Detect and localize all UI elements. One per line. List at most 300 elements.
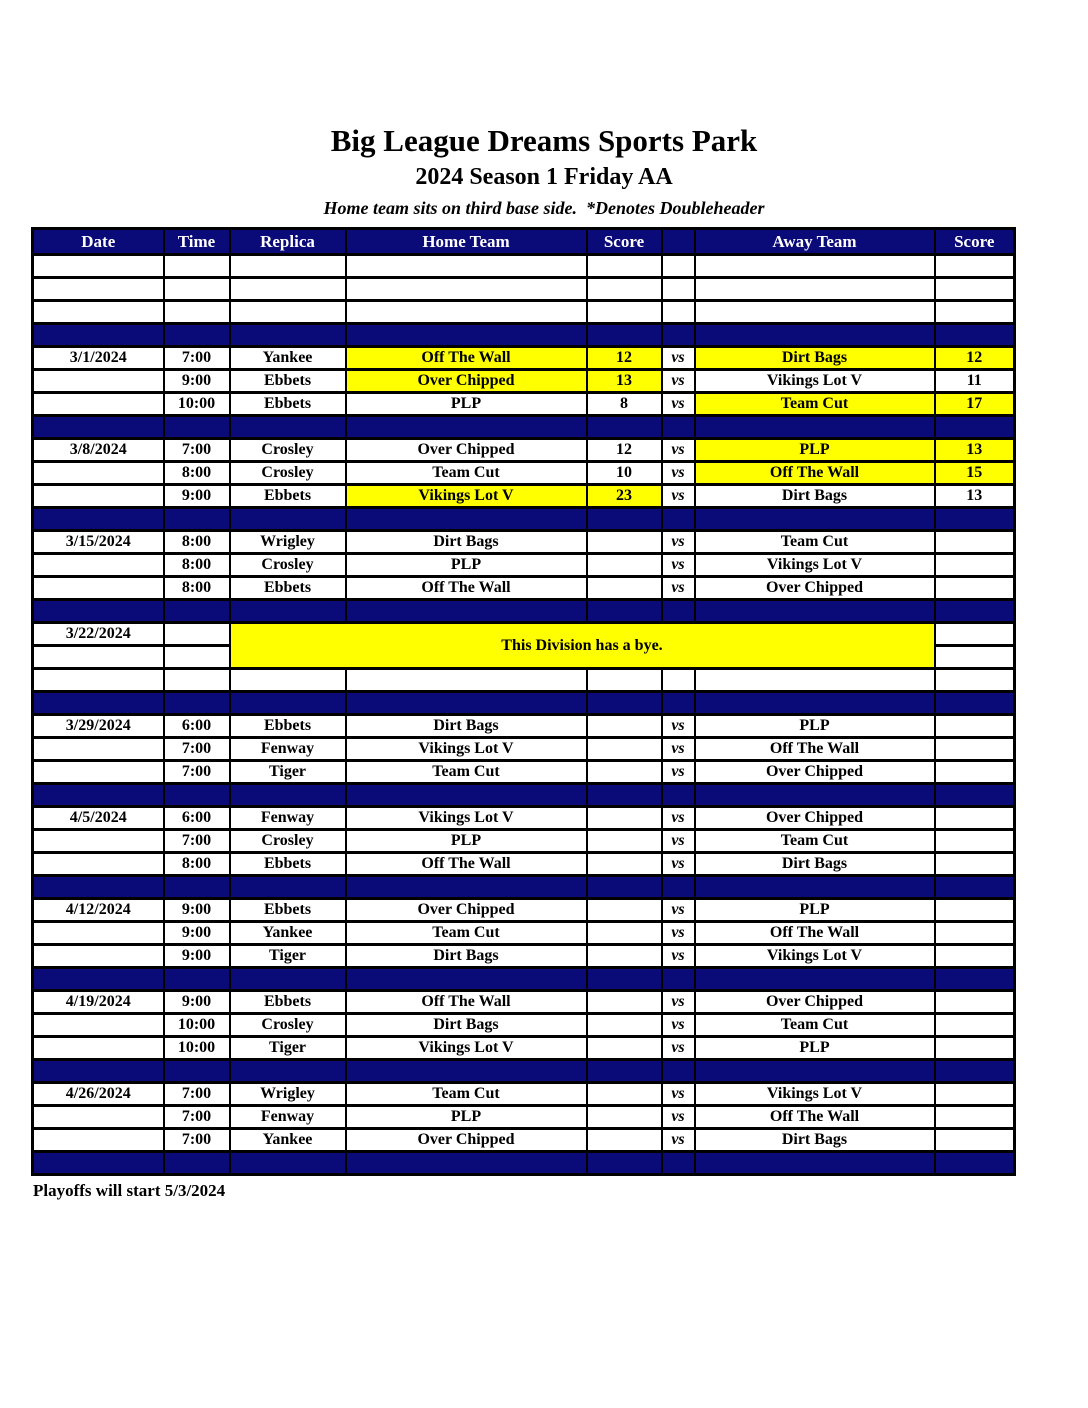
game-row	[33, 991, 1015, 1014]
game-row	[33, 554, 1015, 577]
replica-cell: Yankee	[230, 922, 346, 945]
date-cell: 4/12/2024	[33, 899, 164, 922]
game-row	[33, 853, 1015, 876]
col-header-away-team: Away Team	[695, 229, 935, 255]
page-header	[31, 124, 1057, 219]
time-cell	[164, 646, 230, 669]
date-cell	[33, 646, 164, 669]
away-team-cell: Off The Wall	[695, 738, 935, 761]
vs-cell: vs	[662, 1037, 695, 1060]
home-team-cell: Vikings Lot V	[346, 485, 587, 508]
away-score-cell	[935, 807, 1015, 830]
game-row	[33, 577, 1015, 600]
time-cell: 10:00	[164, 1014, 230, 1037]
vs-cell	[662, 692, 695, 715]
date-cell	[33, 1060, 164, 1083]
home-team-cell: Dirt Bags	[346, 531, 587, 554]
vs-cell	[662, 1152, 695, 1175]
away-team-cell	[695, 692, 935, 715]
time-cell: 7:00	[164, 347, 230, 370]
separator-row	[33, 968, 1015, 991]
home-score-cell: 12	[587, 439, 662, 462]
date-cell	[33, 669, 164, 692]
vs-cell: vs	[662, 899, 695, 922]
away-score-cell	[935, 577, 1015, 600]
home-team-cell: PLP	[346, 554, 587, 577]
replica-cell	[230, 508, 346, 531]
separator-row	[33, 876, 1015, 899]
home-score-cell	[587, 255, 662, 278]
home-score-cell	[587, 508, 662, 531]
time-cell: 7:00	[164, 1129, 230, 1152]
away-score-cell	[935, 922, 1015, 945]
vs-cell	[662, 600, 695, 623]
vs-cell: vs	[662, 347, 695, 370]
time-cell	[164, 692, 230, 715]
schedule-table	[31, 227, 1016, 1176]
separator-row	[33, 692, 1015, 715]
away-team-cell: Team Cut	[695, 393, 935, 416]
away-score-cell: 13	[935, 485, 1015, 508]
replica-cell	[230, 600, 346, 623]
home-team-cell	[346, 669, 587, 692]
time-cell: 6:00	[164, 807, 230, 830]
replica-cell: Ebbets	[230, 899, 346, 922]
away-score-cell	[935, 899, 1015, 922]
replica-cell: Fenway	[230, 738, 346, 761]
home-score-cell: 12	[587, 347, 662, 370]
date-cell: 3/29/2024	[33, 715, 164, 738]
game-row	[33, 1037, 1015, 1060]
date-cell	[33, 255, 164, 278]
away-score-cell	[935, 876, 1015, 899]
time-cell	[164, 600, 230, 623]
time-cell	[164, 968, 230, 991]
date-cell	[33, 761, 164, 784]
empty-row	[33, 278, 1015, 301]
replica-cell: Fenway	[230, 807, 346, 830]
away-team-cell	[695, 301, 935, 324]
away-score-cell	[935, 830, 1015, 853]
away-score-cell	[935, 669, 1015, 692]
vs-cell	[662, 255, 695, 278]
vs-cell: vs	[662, 922, 695, 945]
home-team-cell	[346, 301, 587, 324]
home-team-cell: PLP	[346, 1106, 587, 1129]
home-score-cell: 10	[587, 462, 662, 485]
home-score-cell	[587, 991, 662, 1014]
home-team-cell: PLP	[346, 393, 587, 416]
date-cell: 4/5/2024	[33, 807, 164, 830]
time-cell	[164, 784, 230, 807]
date-cell: 3/8/2024	[33, 439, 164, 462]
date-cell	[33, 968, 164, 991]
time-cell	[164, 669, 230, 692]
home-score-cell	[587, 853, 662, 876]
away-score-cell	[935, 853, 1015, 876]
separator-row	[33, 1152, 1015, 1175]
game-row	[33, 347, 1015, 370]
vs-cell	[662, 301, 695, 324]
home-team-cell	[346, 416, 587, 439]
replica-cell	[230, 255, 346, 278]
time-cell: 9:00	[164, 370, 230, 393]
home-score-cell	[587, 715, 662, 738]
home-score-cell	[587, 1152, 662, 1175]
game-row	[33, 485, 1015, 508]
replica-cell: Ebbets	[230, 853, 346, 876]
away-score-cell: 17	[935, 393, 1015, 416]
game-row	[33, 761, 1015, 784]
home-score-cell	[587, 554, 662, 577]
away-team-cell: Over Chipped	[695, 577, 935, 600]
date-cell	[33, 600, 164, 623]
replica-cell: Ebbets	[230, 485, 346, 508]
home-score-cell	[587, 577, 662, 600]
date-cell	[33, 853, 164, 876]
home-team-cell: Dirt Bags	[346, 1014, 587, 1037]
away-team-cell: PLP	[695, 715, 935, 738]
home-team-cell	[346, 1152, 587, 1175]
home-team-cell	[346, 255, 587, 278]
home-team-cell	[346, 784, 587, 807]
replica-cell: Tiger	[230, 945, 346, 968]
replica-cell: Ebbets	[230, 393, 346, 416]
vs-cell	[662, 968, 695, 991]
home-score-cell	[587, 1014, 662, 1037]
game-row	[33, 1083, 1015, 1106]
vs-cell	[662, 669, 695, 692]
date-cell	[33, 462, 164, 485]
time-cell: 8:00	[164, 462, 230, 485]
replica-cell: Yankee	[230, 347, 346, 370]
bye-date-row	[33, 623, 1015, 646]
home-score-cell	[587, 1129, 662, 1152]
home-team-cell	[346, 692, 587, 715]
home-team-note: Home team sits on third base side. *Denotes Doubleheader	[323, 198, 765, 219]
away-score-cell: 12	[935, 347, 1015, 370]
game-row	[33, 1129, 1015, 1152]
replica-cell: Crosley	[230, 554, 346, 577]
home-team-cell: Vikings Lot V	[346, 738, 587, 761]
away-team-cell: Team Cut	[695, 531, 935, 554]
home-team-cell	[346, 278, 587, 301]
away-score-cell	[935, 968, 1015, 991]
home-score-cell	[587, 738, 662, 761]
away-score-cell	[935, 761, 1015, 784]
empty-row	[33, 301, 1015, 324]
away-score-cell	[935, 416, 1015, 439]
home-score-cell	[587, 1037, 662, 1060]
home-team-cell: Over Chipped	[346, 439, 587, 462]
away-score-cell	[935, 945, 1015, 968]
home-team-cell: Dirt Bags	[346, 715, 587, 738]
away-score-cell	[935, 600, 1015, 623]
home-score-cell: 23	[587, 485, 662, 508]
home-score-cell	[587, 1106, 662, 1129]
away-team-cell: Dirt Bags	[695, 853, 935, 876]
home-team-cell	[346, 508, 587, 531]
bye-banner-cell: This Division has a bye.	[230, 623, 935, 669]
replica-cell: Crosley	[230, 830, 346, 853]
bye-empty-row	[33, 669, 1015, 692]
time-cell: 6:00	[164, 715, 230, 738]
home-team-cell: Team Cut	[346, 761, 587, 784]
time-cell: 7:00	[164, 830, 230, 853]
replica-cell: Ebbets	[230, 370, 346, 393]
replica-cell	[230, 876, 346, 899]
home-team-cell: Off The Wall	[346, 577, 587, 600]
vs-cell: vs	[662, 807, 695, 830]
vs-cell	[662, 508, 695, 531]
col-header-away-score: Score	[935, 229, 1015, 255]
separator-row	[33, 784, 1015, 807]
vs-cell: vs	[662, 531, 695, 554]
col-header-replica: Replica	[230, 229, 346, 255]
replica-cell: Wrigley	[230, 1083, 346, 1106]
home-team-cell: Dirt Bags	[346, 945, 587, 968]
time-cell: 9:00	[164, 945, 230, 968]
vs-cell: vs	[662, 462, 695, 485]
replica-cell	[230, 301, 346, 324]
vs-cell: vs	[662, 554, 695, 577]
home-score-cell	[587, 876, 662, 899]
game-row	[33, 738, 1015, 761]
away-team-cell: Over Chipped	[695, 991, 935, 1014]
time-cell	[164, 416, 230, 439]
away-team-cell: Vikings Lot V	[695, 1083, 935, 1106]
time-cell	[164, 278, 230, 301]
vs-cell: vs	[662, 761, 695, 784]
date-cell	[33, 416, 164, 439]
date-cell	[33, 393, 164, 416]
date-cell	[33, 1014, 164, 1037]
schedule-body	[33, 255, 1015, 1175]
date-cell	[33, 1152, 164, 1175]
time-cell: 7:00	[164, 738, 230, 761]
date-cell	[33, 945, 164, 968]
date-cell: 3/22/2024	[33, 623, 164, 646]
away-team-cell: Off The Wall	[695, 922, 935, 945]
home-team-cell: Off The Wall	[346, 853, 587, 876]
away-score-cell	[935, 715, 1015, 738]
away-team-cell	[695, 508, 935, 531]
game-row	[33, 922, 1015, 945]
away-team-cell: PLP	[695, 1037, 935, 1060]
game-row	[33, 1014, 1015, 1037]
date-cell	[33, 508, 164, 531]
home-score-cell	[587, 784, 662, 807]
home-score-cell	[587, 324, 662, 347]
vs-cell: vs	[662, 1129, 695, 1152]
date-cell	[33, 738, 164, 761]
away-team-cell	[695, 1152, 935, 1175]
replica-cell	[230, 278, 346, 301]
away-score-cell	[935, 692, 1015, 715]
away-team-cell: Off The Wall	[695, 462, 935, 485]
time-cell: 10:00	[164, 1037, 230, 1060]
game-row	[33, 715, 1015, 738]
home-score-cell	[587, 761, 662, 784]
home-team-cell: Team Cut	[346, 922, 587, 945]
home-score-cell	[587, 968, 662, 991]
time-cell	[164, 301, 230, 324]
game-row	[33, 899, 1015, 922]
away-score-cell	[935, 1129, 1015, 1152]
away-team-cell: Dirt Bags	[695, 1129, 935, 1152]
date-cell: 3/15/2024	[33, 531, 164, 554]
home-team-cell: Vikings Lot V	[346, 807, 587, 830]
vs-cell	[662, 876, 695, 899]
replica-cell: Crosley	[230, 439, 346, 462]
time-cell: 9:00	[164, 899, 230, 922]
away-score-cell: 15	[935, 462, 1015, 485]
vs-cell: vs	[662, 370, 695, 393]
game-row	[33, 807, 1015, 830]
home-score-cell	[587, 922, 662, 945]
home-score-cell	[587, 807, 662, 830]
away-team-cell	[695, 968, 935, 991]
home-score-cell: 13	[587, 370, 662, 393]
time-cell: 10:00	[164, 393, 230, 416]
home-team-cell	[346, 324, 587, 347]
home-team-cell	[346, 600, 587, 623]
away-team-cell	[695, 600, 935, 623]
date-cell	[33, 301, 164, 324]
replica-cell: Yankee	[230, 1129, 346, 1152]
away-team-cell: Vikings Lot V	[695, 370, 935, 393]
game-row	[33, 370, 1015, 393]
date-cell	[33, 485, 164, 508]
home-team-cell: Over Chipped	[346, 1129, 587, 1152]
away-team-cell	[695, 1060, 935, 1083]
home-score-cell	[587, 301, 662, 324]
away-team-cell: Team Cut	[695, 1014, 935, 1037]
home-team-cell: Team Cut	[346, 462, 587, 485]
home-score-cell	[587, 830, 662, 853]
separator-row	[33, 416, 1015, 439]
date-cell: 4/19/2024	[33, 991, 164, 1014]
home-score-cell	[587, 692, 662, 715]
date-cell	[33, 1037, 164, 1060]
vs-cell	[662, 278, 695, 301]
vs-cell: vs	[662, 715, 695, 738]
date-cell	[33, 692, 164, 715]
vs-cell: vs	[662, 485, 695, 508]
away-score-cell	[935, 1037, 1015, 1060]
col-header-time: Time	[164, 229, 230, 255]
away-score-cell	[935, 278, 1015, 301]
away-score-cell	[935, 1083, 1015, 1106]
game-row	[33, 945, 1015, 968]
vs-cell: vs	[662, 439, 695, 462]
home-score-cell	[587, 278, 662, 301]
away-score-cell	[935, 623, 1015, 646]
vs-cell: vs	[662, 1014, 695, 1037]
time-cell	[164, 1060, 230, 1083]
time-cell: 9:00	[164, 922, 230, 945]
time-cell: 9:00	[164, 485, 230, 508]
page-title: Big League Dreams Sports Park	[330, 123, 758, 158]
empty-row	[33, 255, 1015, 278]
replica-cell: Crosley	[230, 1014, 346, 1037]
date-cell	[33, 1106, 164, 1129]
home-team-cell: Team Cut	[346, 1083, 587, 1106]
vs-cell: vs	[662, 577, 695, 600]
separator-row	[33, 508, 1015, 531]
away-score-cell	[935, 646, 1015, 669]
game-row	[33, 531, 1015, 554]
vs-cell: vs	[662, 853, 695, 876]
away-team-cell: Dirt Bags	[695, 485, 935, 508]
vs-cell: vs	[662, 393, 695, 416]
home-team-cell: Off The Wall	[346, 347, 587, 370]
home-score-cell	[587, 1083, 662, 1106]
home-score-cell	[587, 899, 662, 922]
date-cell: 4/26/2024	[33, 1083, 164, 1106]
replica-cell: Crosley	[230, 462, 346, 485]
time-cell	[164, 876, 230, 899]
vs-cell: vs	[662, 830, 695, 853]
replica-cell: Wrigley	[230, 531, 346, 554]
game-row	[33, 830, 1015, 853]
game-row	[33, 393, 1015, 416]
away-team-cell	[695, 784, 935, 807]
away-score-cell	[935, 1060, 1015, 1083]
away-score-cell	[935, 1152, 1015, 1175]
time-cell	[164, 623, 230, 646]
away-team-cell	[695, 416, 935, 439]
time-cell: 7:00	[164, 1083, 230, 1106]
playoffs-note: Playoffs will start 5/3/2024	[33, 1181, 226, 1201]
separator-row	[33, 600, 1015, 623]
col-header-home-team: Home Team	[346, 229, 587, 255]
separator-row	[33, 1060, 1015, 1083]
home-score-cell: 8	[587, 393, 662, 416]
home-score-cell	[587, 600, 662, 623]
date-cell	[33, 876, 164, 899]
date-cell	[33, 324, 164, 347]
replica-cell	[230, 1060, 346, 1083]
time-cell	[164, 324, 230, 347]
away-score-cell	[935, 508, 1015, 531]
replica-cell: Ebbets	[230, 715, 346, 738]
away-score-cell	[935, 301, 1015, 324]
away-score-cell: 13	[935, 439, 1015, 462]
vs-cell	[662, 784, 695, 807]
away-team-cell: Vikings Lot V	[695, 945, 935, 968]
time-cell	[164, 255, 230, 278]
date-cell	[33, 922, 164, 945]
time-cell: 8:00	[164, 554, 230, 577]
replica-cell: Ebbets	[230, 577, 346, 600]
away-team-cell	[695, 876, 935, 899]
away-score-cell: 11	[935, 370, 1015, 393]
game-row	[33, 462, 1015, 485]
time-cell: 7:00	[164, 761, 230, 784]
vs-cell: vs	[662, 1106, 695, 1129]
time-cell: 7:00	[164, 1106, 230, 1129]
replica-cell	[230, 324, 346, 347]
away-score-cell	[935, 531, 1015, 554]
away-score-cell	[935, 554, 1015, 577]
date-cell	[33, 1129, 164, 1152]
away-score-cell	[935, 784, 1015, 807]
game-row	[33, 439, 1015, 462]
replica-cell	[230, 968, 346, 991]
replica-cell	[230, 784, 346, 807]
away-score-cell	[935, 324, 1015, 347]
